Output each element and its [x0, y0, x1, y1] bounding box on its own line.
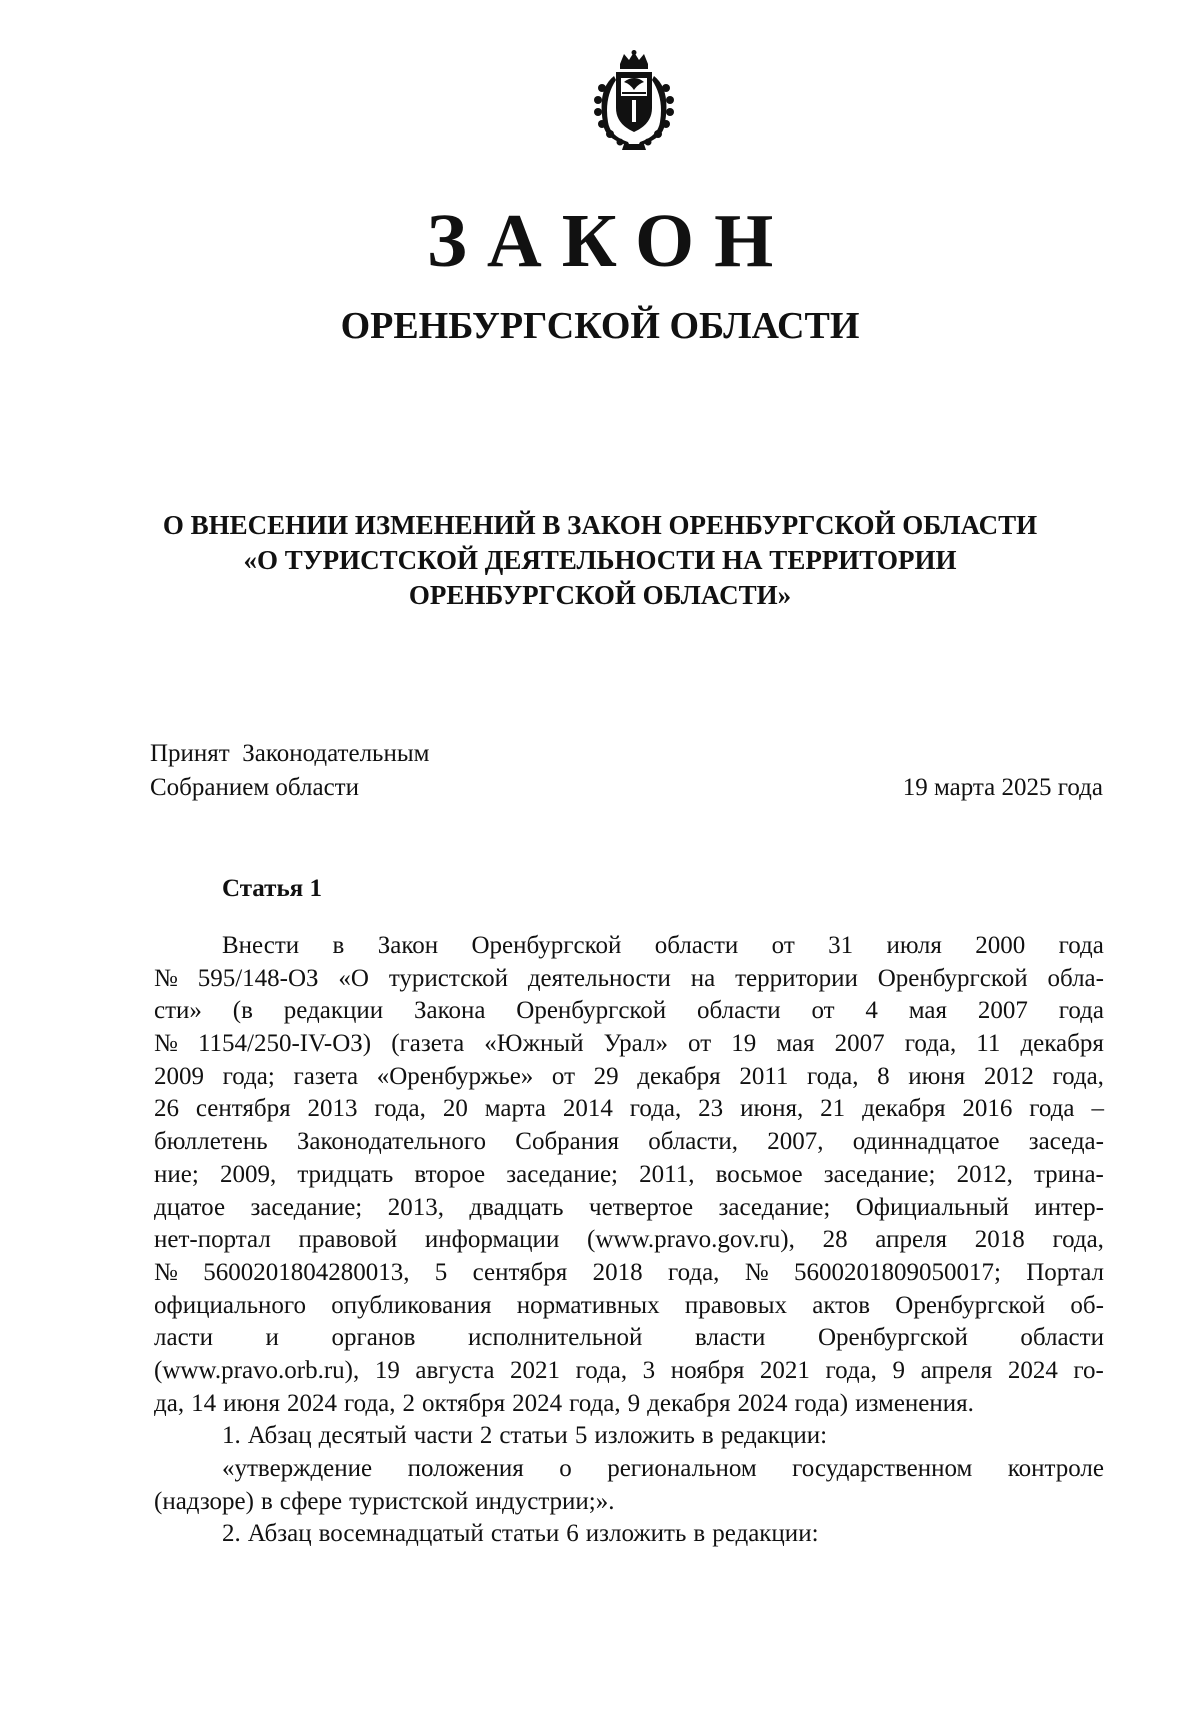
body-line: нет-портал правовой информации (www.pravo.gov.ru), 28 апреля 2018 года,: [154, 1226, 1104, 1254]
body-line: официального опубликования нормативных правовых актов Оренбургской об-: [154, 1291, 1104, 1319]
body-line: (www.pravo.orb.ru), 19 августа 2021 года, 3 ноября 2021 года, 9 апреля 2024 го-: [154, 1356, 1104, 1384]
body-line: бюллетень Законодательного Собрания области, 2007, одиннадцатое заседа-: [154, 1128, 1104, 1156]
law-title: ЗАКОН: [426, 199, 794, 283]
body-line: ние; 2009, тридцать второе заседание; 2011, восьмое заседание; 2012, трина-: [154, 1160, 1104, 1188]
body-line: сти» (в редакции Закона Оренбургской области от 4 мая 2007 года: [154, 997, 1104, 1025]
body-line: № 595/148-ОЗ «О туристской деятельности на территории Оренбургской обла-: [154, 964, 1104, 992]
body-line: № 1154/250-IV-ОЗ) (газета «Южный Урал» от 19 мая 2007 года, 11 декабря: [154, 1030, 1104, 1058]
coat-of-arms-emblem: [586, 50, 682, 154]
body-line: № 5600201804280013, 5 сентября 2018 года, № 5600201809050017; Портал: [154, 1258, 1104, 1286]
body-line: 2. Абзац восемнадцатый статьи 6 изложить в редакции:: [222, 1520, 819, 1548]
body-line: дцатое заседание; 2013, двадцать четвертое заседание; Официальный интер-: [154, 1193, 1104, 1221]
adopted-line-2: Собранием области: [150, 774, 359, 801]
body-line: Внести в Закон Оренбургской области от 31 июля 2000 года: [222, 932, 1104, 959]
heading-line: ОРЕНБУРГСКОЙ ОБЛАСТИ»: [408, 580, 792, 610]
body-line: «утверждение положения о региональном государственном контроле: [222, 1455, 1104, 1482]
body-line: да, 14 июня 2024 года, 2 октября 2024 года, 9 декабря 2024 года) изменения.: [154, 1389, 974, 1417]
body-line: ласти и органов исполнительной власти Оренбургской области: [154, 1324, 1104, 1352]
article-body: [154, 930, 1104, 1551]
body-line: 2009 года; газета «Оренбуржье» от 29 декабря 2011 года, 8 июня 2012 года,: [154, 1062, 1104, 1090]
body-line: (надзоре) в сфере туристской индустрии;».: [154, 1487, 615, 1515]
adoption-date: 19 марта 2025 года: [902, 774, 1103, 801]
heading-line: О ВНЕСЕНИИ ИЗМЕНЕНИЙ В ЗАКОН ОРЕНБУРГСКОЙ ОБЛАСТИ: [162, 510, 1038, 540]
adopted-by: [150, 737, 429, 805]
heading-line: «О ТУРИСТСКОЙ ДЕЯТЕЛЬНОСТИ НА ТЕРРИТОРИИ: [243, 545, 957, 575]
body-line: 26 сентября 2013 года, 20 марта 2014 года, 23 июня, 21 декабря 2016 года –: [154, 1095, 1104, 1123]
article-title: Статья 1: [222, 875, 322, 902]
adopted-line-1: Принят Законодательным: [150, 740, 430, 767]
law-subtitle: ОРЕНБУРГСКОЙ ОБЛАСТИ: [340, 305, 860, 347]
body-line: 1. Абзац десятый части 2 статьи 5 изложить в редакции:: [222, 1422, 828, 1450]
document-heading: [0, 508, 1200, 613]
